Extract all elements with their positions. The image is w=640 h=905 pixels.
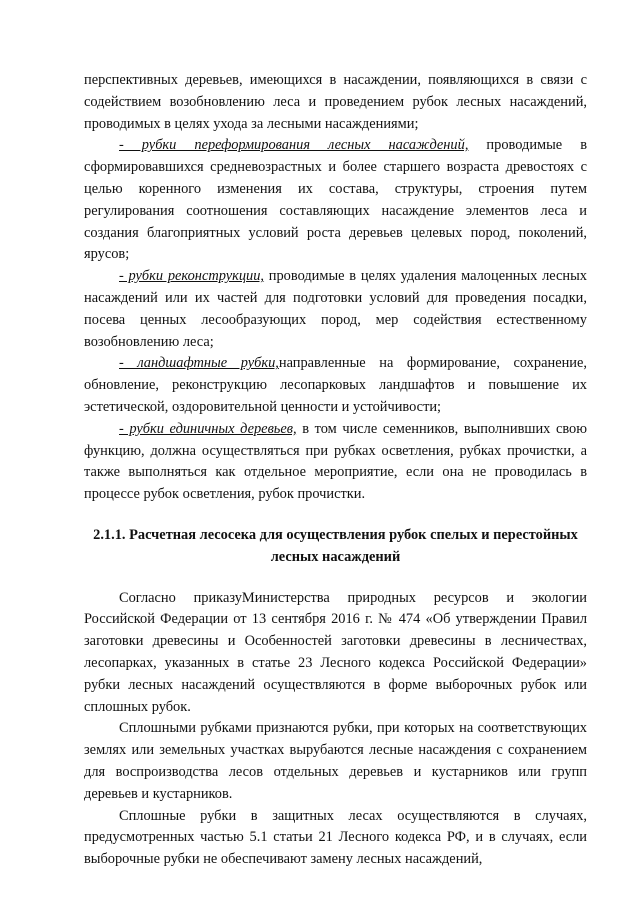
term-reforming-cuts: - рубки переформирования лесных насаждений,: [119, 137, 469, 154]
list-item-landscape-cuts: [84, 353, 587, 418]
list-item-text: проводимые в сформировавшихся средневозрастных и более старшего возраста древостоях с целью коренного изменения их состава, структуры, строения путем регулирования соотношения составляющих насаждение элементов леса и создания благоприятных условий роста деревьев целевых пород, поколений, ярусов;: [84, 137, 587, 263]
list-item-text: направленные на формирование, сохранение, обновление, реконструкцию лесопарковых ландшафтов и повышение их эстетической, оздоровительной ценности и устойчивости;: [84, 355, 587, 415]
paragraph-order: Согласно приказуМинистерства природных ресурсов и экологии Российской Федерации от 13 сентября 2016 г. № 474 «Об утверждении Правил заготовки древесины и Особенностей заготовки древесины в лесничествах, лесопарках, указанных в статье 23 Лесного кодекса Российской Федерации» рубки лесных насаждений осуществляются в форме выборочных рубок или сплошных рубок.: [84, 589, 587, 715]
term-single-tree-cuts: - рубки единичных деревьев,: [119, 420, 297, 437]
paragraph-clear-cuts-protective: Сплошные рубки в защитных лесах осуществляются в случаях, предусмотренных частью 5.1 статьи 21 Лесного кодекса РФ, и в случаях, если выборочные рубки не обеспечивают замену лесных насаждений,: [84, 807, 587, 868]
list-item-single-tree-cuts: [84, 419, 587, 506]
paragraph-continuation: перспективных деревьев, имеющихся в насаждении, появляющихся в связи с содействием возобновлению леса и проведением рубок лесных насаждений, проводимых в целях ухода за лесными насаждениями;: [84, 72, 587, 132]
term-landscape-cuts: - ландшафтные рубки,: [119, 355, 279, 372]
term-reconstruction-cuts: - рубки реконструкции,: [119, 268, 265, 285]
document-page: [84, 70, 587, 871]
section-heading: 2.1.1. Расчетная лесосека для осуществления рубок спелых и перестойных лесных насаждений: [93, 526, 578, 565]
list-item-reforming-cuts: [84, 135, 587, 266]
paragraph-clear-cuts-definition: Сплошными рубками признаются рубки, при которых на соответствующих землях или земельных участках вырубаются лесные насаждения с сохранением для воспроизводства лесов отдельных деревьев и кустарников или групп деревьев и кустарников.: [84, 720, 587, 802]
list-item-text: проводимые в целях удаления малоценных лесных насаждений или их частей для подготовки условий для проведения посадки, посева ценных лесообразующих пород, мер содействия естественному возобновлению леса;: [84, 268, 587, 350]
list-item-text: в том числе семенников, выполнивших свою функцию, должна осуществляться при рубках осветления, рубках прочистки, а также выполняться как отдельное мероприятие, если она не проводилась в процессе рубок осветления, рубок прочистки.: [84, 420, 587, 503]
list-item-reconstruction-cuts: [84, 266, 587, 353]
